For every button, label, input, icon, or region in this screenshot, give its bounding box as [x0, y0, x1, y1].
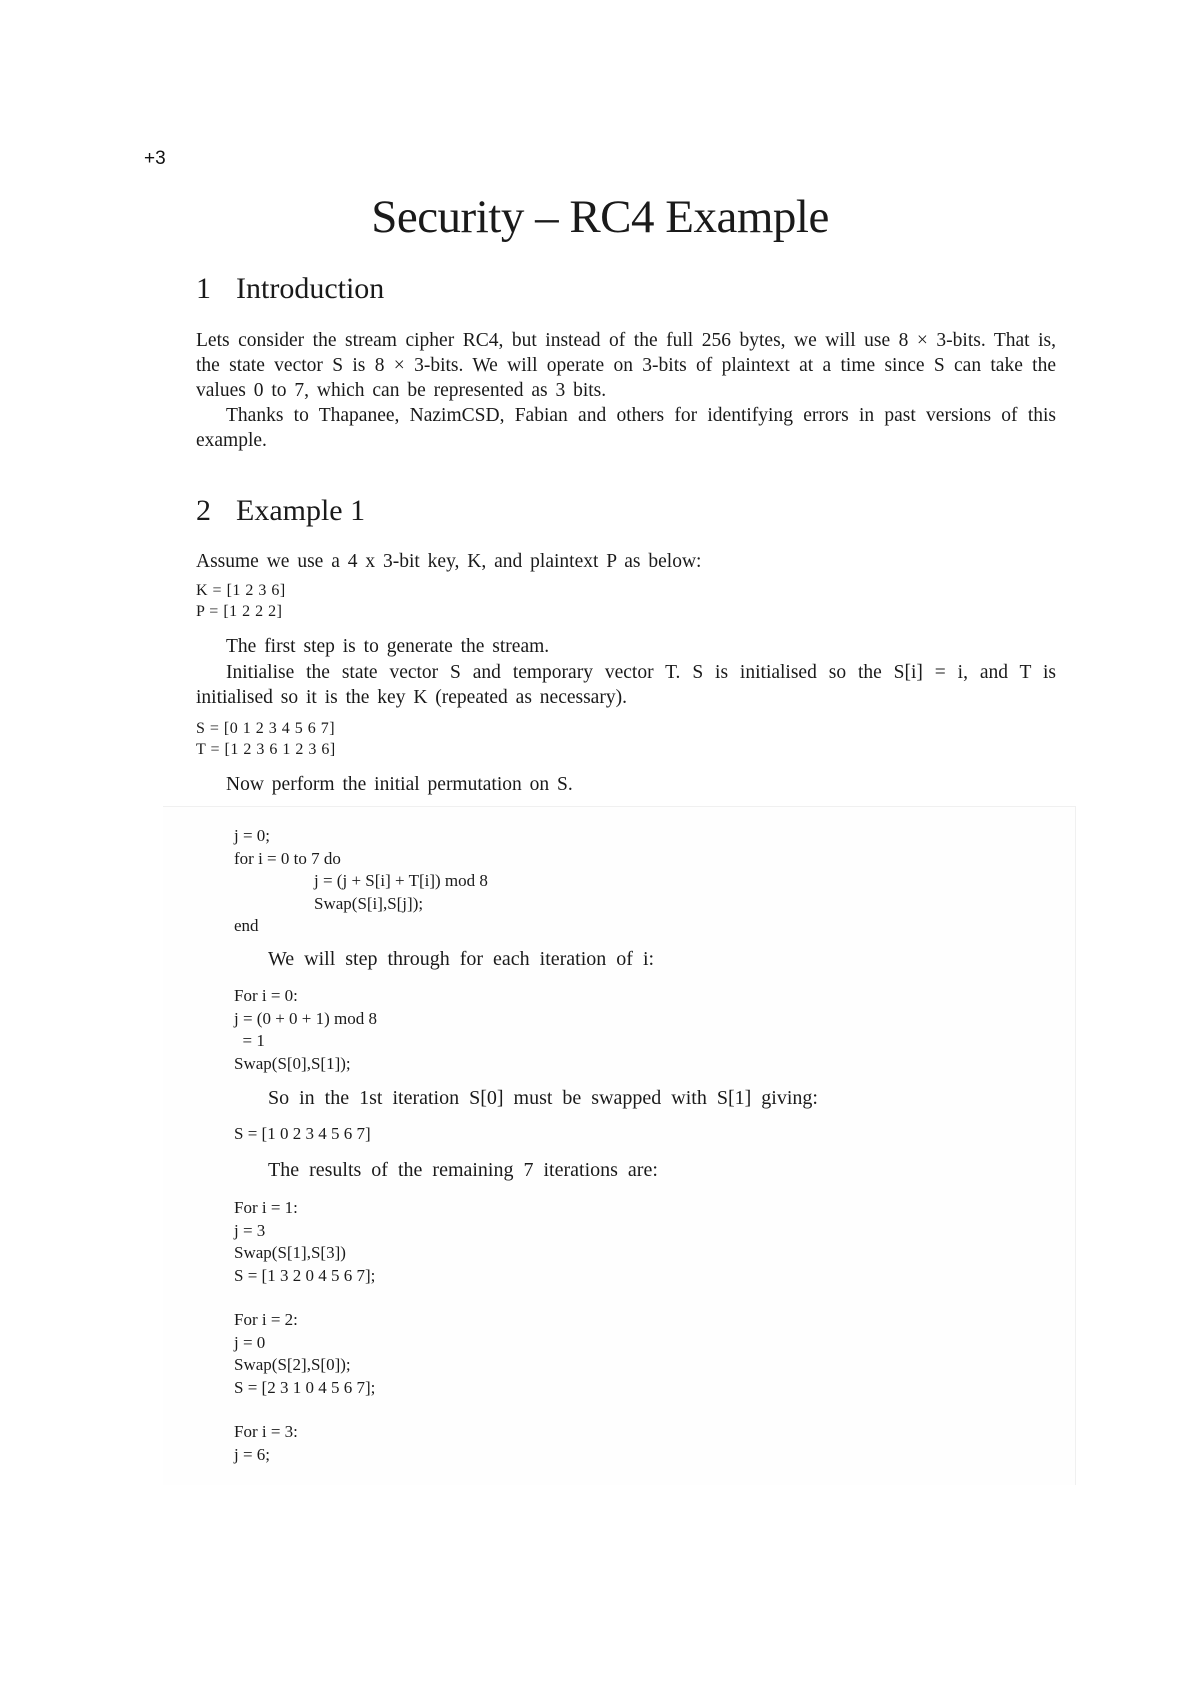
remaining-iterations-text: The results of the remaining 7 iterations are:: [268, 1159, 658, 1181]
algorithm-line: end: [234, 916, 259, 935]
iteration-3-block: [234, 1421, 298, 1466]
example-intro: Assume we use a 4 x 3-bit key, K, and plaintext P as below:: [196, 551, 702, 572]
section-1-title: Introduction: [236, 272, 385, 305]
initialise-paragraph: Initialise the state vector S and temporary vector T. S is initialised so the S[i] = i, and T is initialised so it is the key K (repeated as necessary).: [196, 662, 1056, 708]
key-line: K = [1 2 3 6]: [196, 582, 286, 599]
iteration-line: For i = 3:: [234, 1422, 298, 1441]
s-initial-line: S = [0 1 2 3 4 5 6 7]: [196, 720, 336, 737]
iteration-line: For i = 0:: [234, 986, 298, 1005]
section-1-heading: [196, 272, 384, 306]
initial-vectors-block: [196, 718, 336, 760]
t-initial-line: T = [1 2 3 6 1 2 3 6]: [196, 741, 336, 758]
iteration-line: j = 3: [234, 1220, 266, 1240]
section-2-title: Example 1: [236, 494, 366, 527]
section-2-number: 2: [196, 494, 211, 527]
document-title: Security – RC4 Example: [371, 191, 829, 243]
iteration-0-block: [234, 985, 377, 1075]
iteration-line: j = 0: [234, 1332, 266, 1352]
section-1-number: 1: [196, 272, 211, 305]
algorithm-line: j = 0;: [234, 826, 271, 845]
iteration-line: For i = 1:: [234, 1198, 298, 1217]
s-after-first-block: [234, 1123, 371, 1146]
iteration-line: = 1: [234, 1031, 265, 1050]
key-plaintext-block: [196, 580, 286, 622]
iteration-2-block: [234, 1309, 375, 1399]
iteration-line: S = [2 3 1 0 4 5 6 7];: [234, 1377, 376, 1397]
iteration-line: j = 6;: [234, 1444, 271, 1464]
permutation-paragraph: Now perform the initial permutation on S.: [226, 774, 573, 795]
page-number: +3: [144, 148, 166, 169]
permutation-algorithm: [234, 825, 488, 938]
first-iteration-text: So in the 1st iteration S[0] must be swapped with S[1] giving:: [268, 1087, 818, 1109]
iteration-line: Swap(S[2],S[0]);: [234, 1355, 351, 1374]
plaintext-line: P = [1 2 2 2]: [196, 603, 283, 620]
s-after-first-line: S = [1 0 2 3 4 5 6 7]: [234, 1124, 371, 1143]
first-step-paragraph: The first step is to generate the stream.: [226, 636, 550, 657]
iteration-1-block: [234, 1197, 375, 1287]
iteration-line: j = (0 + 0 + 1) mod 8: [234, 1008, 378, 1028]
iteration-line: S = [1 3 2 0 4 5 6 7];: [234, 1265, 376, 1285]
section-2-heading: [196, 494, 365, 528]
iteration-line: For i = 2:: [234, 1310, 298, 1329]
intro-paragraph: Lets consider the stream cipher RC4, but instead of the full 256 bytes, we will use 8 × 3-bits. That is, the state vector S is 8 × 3-bits. We will operate on 3-bits of plaintext at a time since S can take the values 0 to 7, which can be represented as 3 bits.: [196, 330, 1056, 401]
step-through-text: We will step through for each iteration of i:: [268, 948, 655, 970]
algorithm-line: for i = 0 to 7 do: [234, 848, 341, 868]
iteration-line: Swap(S[0],S[1]);: [234, 1053, 351, 1073]
algorithm-line: j = (j + S[i] + T[i]) mod 8: [314, 871, 488, 890]
iteration-line: Swap(S[1],S[3]): [234, 1243, 346, 1262]
algorithm-line: Swap(S[i],S[j]);: [314, 893, 424, 913]
thanks-paragraph: Thanks to Thapanee, NazimCSD, Fabian and others for identifying errors in past versions of this example.: [196, 405, 1056, 451]
